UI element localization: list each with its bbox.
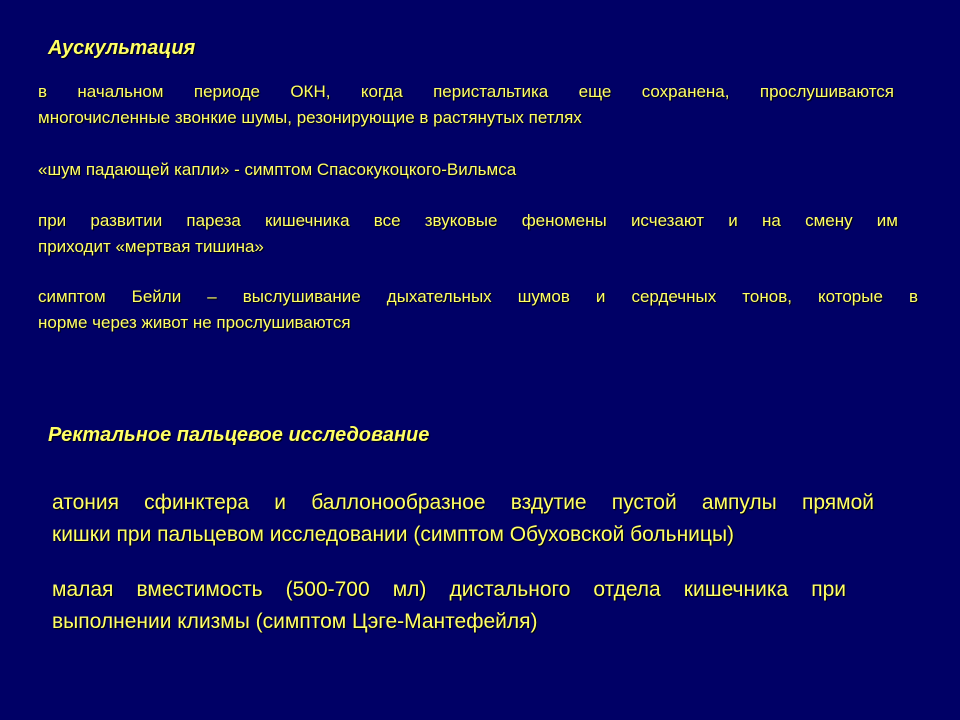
- section-title-auscultation: Аускультация: [48, 37, 196, 59]
- paragraph-1-line-2: многочисленные звонкие шумы, резонирующие в растянутых петлях: [38, 108, 582, 127]
- paragraph-3-line-1: при развитии пареза кишечника все звуковые феномены исчезают и на смену им: [38, 211, 898, 230]
- paragraph-4-line-1: симптом Бейли – выслушивание дыхательных шумов и сердечных тонов, которые в: [38, 287, 918, 306]
- paragraph-5: [52, 487, 874, 551]
- paragraph-6-line-1: малая вместимость (500-700 мл) дистального отдела кишечника при: [52, 578, 846, 601]
- paragraph-2: [38, 157, 894, 183]
- paragraph-6: [52, 574, 846, 638]
- paragraph-5-line-2: кишки при пальцевом исследовании (симптом Обуховской больницы): [52, 523, 735, 546]
- paragraph-4: [38, 284, 918, 336]
- paragraph-2-line-1: «шум падающей капли» - симптом Спасокукоцкого-Вильмса: [38, 160, 517, 179]
- paragraph-6-line-2: выполнении клизмы (симптом Цэге-Мантефейля): [52, 610, 538, 633]
- paragraph-1-line-1: в начальном периоде ОКН, когда перистальтика еще сохранена, прослушиваются: [38, 82, 894, 101]
- paragraph-1: [38, 79, 894, 131]
- paragraph-3-line-2: приходит «мертвая тишина»: [38, 237, 264, 256]
- section-title-rectal-exam: Ректальное пальцевое исследование: [48, 424, 430, 446]
- paragraph-3: [38, 208, 898, 260]
- paragraph-5-line-1: атония сфинктера и баллонообразное вздутие пустой ампулы прямой: [52, 491, 874, 514]
- paragraph-4-line-2: норме через живот не прослушиваются: [38, 313, 351, 332]
